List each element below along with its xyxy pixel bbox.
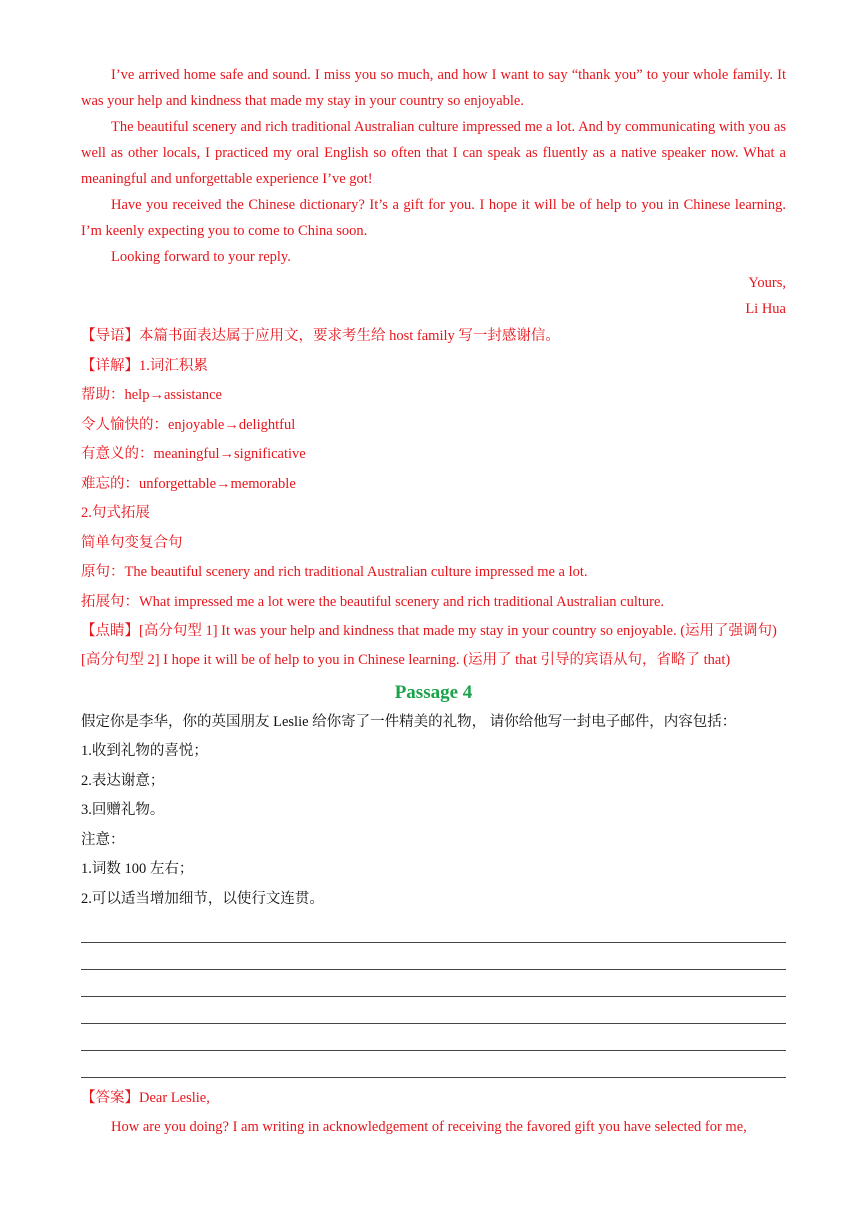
letter-paragraph-4: Looking forward to your reply. — [111, 249, 291, 265]
letter-paragraph-1: I’ve arrived home safe and sound. I miss you so much, and how I want to say “thank you” to your whole family. It was your help and kindness that made my stay in your country so enjoyable. — [81, 67, 786, 109]
sentence-expansion-heading: 2.句式拓展 — [81, 505, 150, 521]
task-prompt: 假定你是李华，你的英国朋友 Leslie 给你寄了一件精美的礼物， 请你给他写一封电子邮件，内容包括： — [81, 713, 737, 730]
sentence-type: 简单句变复合句 — [81, 534, 183, 551]
task-item-3: 3.回赠礼物。 — [81, 802, 165, 818]
letter-signature: Li Hua — [745, 301, 786, 317]
writing-line — [81, 1024, 786, 1051]
writing-line — [81, 916, 786, 943]
letter-paragraph-3: Have you received the Chinese dictionary? It’s a gift for you. I hope it will be of help to you in Chinese learning. I’m keenly expecting you to come to China soon. — [81, 197, 786, 239]
writing-line — [81, 997, 786, 1024]
task-item-1: 1.收到礼物的喜悦； — [81, 743, 208, 759]
answer-writing-lines — [81, 916, 786, 1078]
note-item-2: 2.可以适当增加细节，以使行文连贯。 — [81, 890, 324, 907]
letter-closing: Yours, — [748, 275, 786, 291]
note-heading: 注意： — [81, 831, 125, 848]
vocab-item-enjoyable: 令人愉快的：enjoyable→delightful — [81, 416, 296, 433]
answer-heading: 【答案】Dear Leslie, — [81, 1090, 210, 1106]
analysis-guide: 【导语】本篇书面表达属于应用文，要求考生给 host family 写一封感谢信。 — [81, 328, 560, 344]
highlight-pattern-1: 【点睛】[高分句型 1] It was your help and kindness that made my stay in your country so enjoyable. (运用了强调句) — [81, 623, 777, 639]
original-sentence: 原句：The beautiful scenery and rich traditional Australian culture impressed me a lot. — [81, 564, 588, 580]
analysis-detail-heading: 【详解】1.词汇积累 — [81, 357, 208, 374]
task-item-2: 2.表达谢意； — [81, 772, 165, 789]
letter-paragraph-2: The beautiful scenery and rich traditional Australian culture impressed me a lot. And by communicating with you as well as other locals, I practiced my oral English so often that I can speak as fluently as a native speaker now. What a meaningful and unforgettable experience I’ve got! — [81, 119, 786, 187]
writing-line — [81, 1051, 786, 1078]
answer-paragraph-1: How are you doing? I am writing in acknowledgement of receiving the favored gift you have selected for me, — [111, 1118, 747, 1135]
expanded-sentence: 拓展句：What impressed me a lot were the beautiful scenery and rich traditional Australian culture. — [81, 593, 665, 610]
vocab-item-unforgettable: 难忘的：unforgettable→memorable — [81, 475, 296, 492]
note-item-1: 1.词数 100 左右； — [81, 861, 194, 877]
document-page — [81, 62, 786, 1140]
writing-line — [81, 943, 786, 970]
highlight-pattern-2: [高分句型 2] I hope it will be of help to you in Chinese learning. (运用了 that 引导的宾语从句，省略了 that) — [81, 652, 731, 668]
writing-line — [81, 970, 786, 997]
passage-title: Passage 4 — [394, 681, 473, 703]
vocab-item-meaningful: 有意义的：meaningful→significative — [81, 446, 306, 462]
vocab-item-help: 帮助：help→assistance — [81, 387, 222, 403]
